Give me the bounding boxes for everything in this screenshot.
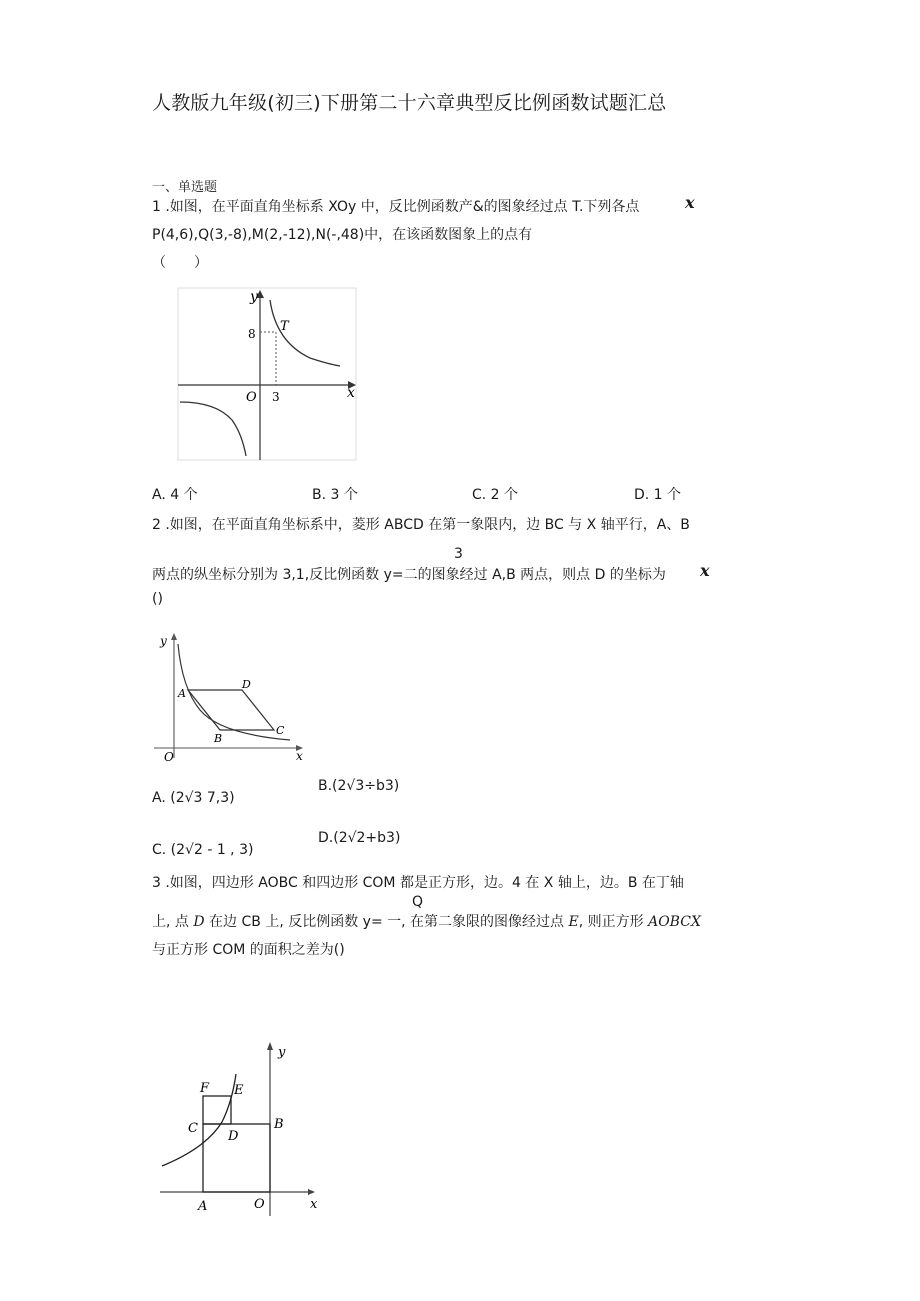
q1-line2: P(4,6),Q(3,-8),M(2,-12),N(-,48)中，在该函数图象上的点有 [152,227,533,243]
q2-option-a: A. (2√3 7,3) [152,790,235,806]
q3-x-arrow [308,1189,315,1195]
q1-label-3: 3 [272,390,280,404]
q2-label-a: A [178,687,186,700]
q1-option-d: D. 1 个 [634,487,682,503]
q1-option-b: B. 3 个 [312,487,358,503]
q2-line2: 两点的纵坐标分别为 3,1,反比例函数 y=二的图象经过 A,B 两点，则点 D 的坐标为 [152,567,666,583]
q3-label-y: y [278,1045,286,1060]
q3-y-arrow [267,1042,273,1050]
q2-label-c: C [276,724,285,737]
q2-x-mark: x [700,561,710,580]
q3-label-o: O [254,1197,265,1212]
q3-line2-part-c: , 则正方形 [578,914,649,930]
q3-line2-point-d: D [193,914,205,930]
q2-label-b: B [214,732,223,745]
q2-curve [178,644,290,740]
q2-blank: () [152,591,163,607]
q2-line1: 2 .如图，在平面直角坐标系中，菱形 ABCD 在第一象限内，边 BC 与 X 轴平行，A、B [152,517,690,533]
q3-label-c: C [188,1121,198,1136]
q1-line1: 1 .如图，在平面直角坐标系 XOy 中，反比例函数产&的图象经过点 T.下列各点 [152,199,640,215]
q1-label-o: O [246,390,257,405]
q1-figure [170,284,370,464]
q3-line2-square: AOBCX [648,914,701,930]
q2-option-b: B.(2√3÷b3) [318,778,400,794]
q3-q-mark: Q [412,894,424,910]
q3-label-x: x [310,1197,318,1212]
q3-line1: 3 .如图，四边形 AOBC 和四边形 COM 都是正方形，边。4 在 X 轴上，边。B 在丁轴 [152,875,684,891]
q1-label-t: T [280,319,289,334]
q3-label-b: B [274,1117,284,1132]
q3-label-f: F [200,1081,210,1096]
q1-label-x: x [347,385,355,401]
q1-branch-left [180,402,246,456]
q3-line2-part-a: 上, 点 [152,914,194,930]
q3-curve [162,1074,236,1166]
q1-label-y: y [250,289,258,305]
q2-label-x: x [296,749,303,763]
q1-blank: （ ） [152,255,208,271]
q3-line2-part-b: 在边 CB 上, 反比例函数 y= 一, 在第二象限的图像经过点 [204,914,569,930]
q2-label-o: O [164,750,174,764]
q1-figure-frame [178,288,356,460]
q2-fraction-numerator: 3 [454,546,463,562]
q2-option-c: C. (2√2 - 1 , 3) [152,842,254,858]
q1-label-8: 8 [248,327,256,341]
q1-option-c: C. 2 个 [472,487,519,503]
q2-option-d: D.(2√2+b3) [318,830,401,846]
q1-option-a: A. 4 个 [152,487,198,503]
q3-figure [150,1036,330,1226]
q3-line3: 与正方形 COM 的面积之差为() [152,942,345,958]
q2-figure [150,630,310,764]
q3-label-a: A [198,1199,208,1214]
q3-label-d: D [228,1129,239,1144]
q2-label-y: y [160,634,167,648]
section-heading: 一、单选题 [152,180,218,195]
q2-rhombus [188,690,274,730]
q2-diagonal [188,690,220,730]
q3-line2 [152,911,701,931]
q3-label-e: E [234,1083,244,1098]
q3-line2-point-e: E [568,914,579,930]
document-title: 人教版九年级(初三)下册第二十六章典型反比例函数试题汇总 [152,92,667,114]
q2-label-d: D [242,678,251,691]
q1-x-mark: x [685,193,695,212]
q2-y-arrow [171,633,177,640]
